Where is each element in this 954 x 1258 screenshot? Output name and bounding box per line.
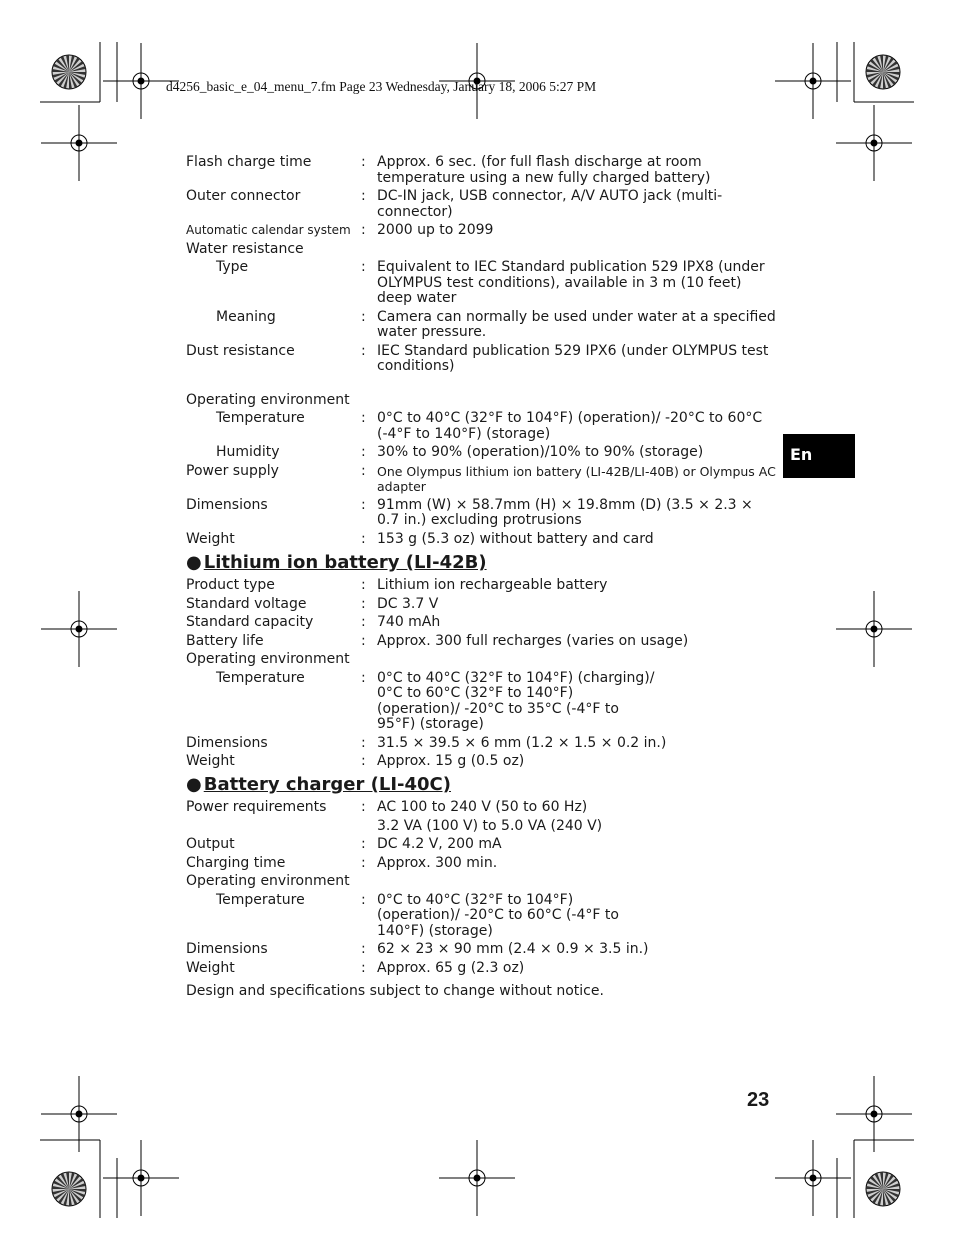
crosshair-mark [41, 1076, 117, 1152]
spec-label: Power supply [186, 462, 279, 479]
language-tab: En [783, 434, 855, 478]
crosshair-mark [439, 1140, 515, 1216]
spec-label: Temperature [216, 410, 305, 426]
spec-row: Flash charge time : Approx. 6 sec. (for full flash discharge at room temperature using a new fully charged battery) [186, 155, 776, 186]
spec-row [186, 242, 776, 258]
spec-value: 30% to 90% (operation)/10% to 90% (storage) [377, 444, 704, 460]
spec-row: Weight : Approx. 65 g (2.3 oz) [186, 961, 776, 977]
spec-row: Meaning : Camera can normally be used under water at a specified water pressure. [186, 310, 776, 341]
spec-label [186, 819, 361, 835]
spec-row: Power supply : One Olympus lithium ion battery (LI-42B/LI-40B) or Olympus AC adapter [186, 462, 776, 494]
spec-value: 3.2 VA (100 V) to 5.0 VA (240 V) [377, 817, 603, 834]
spec-label: Dust resistance [186, 342, 295, 359]
spec-value: One Olympus lithium ion battery (LI-42B/LI-40B) or Olympus AC adapter [377, 463, 776, 494]
spec-row: Power requirements : AC 100 to 240 V (50 to 60 Hz) [186, 800, 776, 816]
spec-label: Meaning [216, 308, 276, 325]
spec-row [186, 393, 776, 409]
bullet-icon: ● [186, 774, 202, 795]
spec-value: DC-IN jack, USB connector, A/V AUTO jack (multi-connector) [377, 188, 723, 220]
spec-value: Approx. 65 g (2.3 oz) [377, 959, 525, 976]
spec-label: Temperature [216, 891, 305, 908]
spec-label: Dimensions [186, 496, 268, 513]
spec-value: DC 4.2 V, 200 mA [377, 836, 502, 852]
spec-row: Dimensions : 31.5 × 39.5 × 6 mm (1.2 × 1.5 × 0.2 in.) [186, 736, 776, 752]
spec-row: Standard voltage : DC 3.7 V [186, 597, 776, 613]
crosshair-mark [103, 1140, 179, 1216]
spec-value: AC 100 to 240 V (50 to 60 Hz) [377, 799, 588, 815]
section-heading-text: Lithium ion battery (LI-42B) [203, 552, 487, 573]
spec-row [186, 819, 776, 835]
spec-row: Output : DC 4.2 V, 200 mA [186, 837, 776, 853]
spec-row: Charging time : Approx. 300 min. [186, 856, 776, 872]
crosshair-mark [775, 43, 851, 119]
section-heading-battery [186, 552, 487, 573]
spec-label: Operating environment [186, 873, 350, 889]
spec-row [186, 874, 776, 890]
spec-label: Standard voltage [186, 595, 307, 612]
starburst-mark [52, 1172, 86, 1206]
crosshair-mark [836, 591, 912, 667]
spec-value: Equivalent to IEC Standard publication 529 IPX8 (under OLYMPUS test conditions), available in 3 m (10 feet) deep water [377, 259, 765, 306]
spec-label: Weight [186, 753, 235, 769]
spec-row: Standard capacity : 740 mAh [186, 615, 776, 631]
charger-spec-list [186, 800, 776, 976]
spec-value: 31.5 × 39.5 × 6 mm (1.2 × 1.5 × 0.2 in.) [377, 734, 667, 751]
spec-label: Dimensions [186, 734, 268, 751]
spec-label: Standard capacity [186, 614, 314, 630]
disclaimer-note: Design and specifications subject to change without notice. [186, 983, 604, 999]
spec-label: Automatic calendar system [186, 223, 351, 237]
section-heading-charger [186, 774, 451, 795]
spec-label: Temperature [216, 669, 305, 686]
starburst-mark [866, 55, 900, 89]
spec-label: Product type [186, 577, 275, 593]
spec-label: Operating environment [186, 651, 350, 667]
spec-value: 91mm (W) × 58.7mm (H) × 19.8mm (D) (3.5 × 2.3 × 0.7 in.) excluding protrusions [377, 496, 753, 528]
spec-row [186, 652, 776, 668]
spec-row: Dust resistance : IEC Standard publication 529 IPX6 (under OLYMPUS test conditions) [186, 344, 776, 375]
spec-label: Output [186, 836, 235, 852]
spec-value: 153 g (5.3 oz) without battery and card [377, 530, 654, 547]
spec-label: Battery life [186, 632, 264, 649]
battery-spec-list [186, 578, 776, 770]
page-number: 23 [747, 1089, 770, 1111]
spec-row: Weight : Approx. 15 g (0.5 oz) [186, 754, 776, 770]
spec-row: Weight : 153 g (5.3 oz) without battery and card [186, 532, 776, 548]
spec-value: Approx. 300 min. [377, 854, 498, 871]
spec-row: Outer connector : DC-IN jack, USB connector, A/V AUTO jack (multi-connector) [186, 189, 776, 220]
spec-value: Approx. 6 sec. (for full flash discharge at room temperature using a new fully charged battery) [377, 154, 711, 186]
spec-label: Flash charge time [186, 154, 312, 170]
crosshair-mark [836, 105, 912, 181]
spec-value: 0°C to 40°C (32°F to 104°F) (operation)/ -20°C to 60°C (-4°F to 140°F) (storage) [377, 891, 619, 939]
section-heading-text: Battery charger (LI-40C) [203, 774, 451, 795]
spec-row: Temperature : 0°C to 40°C (32°F to 104°F) (charging)/ 0°C to 60°C (32°F to 140°F) (operation)/ -20°C to 35°C (-4°F to 95°F) (storage) [186, 671, 776, 733]
spec-value: 0°C to 40°C (32°F to 104°F) (operation)/ -20°C to 60°C (-4°F to 140°F) (storage) [377, 410, 763, 442]
spec-value: Lithium ion rechargeable battery [377, 577, 608, 593]
spec-value: 0°C to 40°C (32°F to 104°F) (charging)/ 0°C to 60°C (32°F to 140°F) (operation)/ -20°C to 35°C (-4°F to 95°F) (storage) [377, 669, 655, 732]
spec-value: 2000 up to 2099 [377, 222, 494, 238]
crosshair-mark [41, 591, 117, 667]
bullet-icon: ● [186, 552, 202, 573]
spec-row: Dimensions : 91mm (W) × 58.7mm (H) × 19.8mm (D) (3.5 × 2.3 × 0.7 in.) excluding protrusions [186, 498, 776, 529]
spec-row: Battery life : Approx. 300 full recharges (varies on usage) [186, 634, 776, 650]
file-header: d4256_basic_e_04_menu_7.fm Page 23 Wednesday, January 18, 2006 5:27 PM [166, 79, 597, 94]
spec-label: Power requirements [186, 799, 327, 815]
spec-label: Weight [186, 959, 235, 976]
spec-label: Dimensions [186, 941, 268, 957]
spec-value: 62 × 23 × 90 mm (2.4 × 0.9 × 3.5 in.) [377, 941, 649, 957]
spec-value: IEC Standard publication 529 IPX6 (under OLYMPUS test conditions) [377, 342, 769, 374]
spec-row: Humidity : 30% to 90% (operation)/10% to 90% (storage) [186, 445, 776, 461]
spec-value: Camera can normally be used under water at a specified water pressure. [377, 308, 776, 340]
spec-value: Approx. 300 full recharges (varies on usage) [377, 632, 689, 649]
spec-value: DC 3.7 V [377, 595, 439, 612]
spec-label: Charging time [186, 854, 286, 871]
spec-label: Water resistance [186, 240, 304, 257]
camera-spec-list [186, 155, 776, 547]
spec-label: Type [216, 259, 249, 275]
crosshair-mark [775, 1140, 851, 1216]
spec-label: Weight [186, 530, 235, 547]
spec-row: Dimensions : 62 × 23 × 90 mm (2.4 × 0.9 × 3.5 in.) [186, 942, 776, 958]
crosshair-mark [836, 1076, 912, 1152]
spec-label: Outer connector [186, 188, 301, 204]
spec-row: Type : Equivalent to IEC Standard publication 529 IPX8 (under OLYMPUS test conditions), available in 3 m (10 feet) deep water [186, 260, 776, 307]
spec-row: Temperature : 0°C to 40°C (32°F to 104°F) (operation)/ -20°C to 60°C (-4°F to 140°F) (storage) [186, 411, 776, 442]
starburst-mark [866, 1172, 900, 1206]
spec-row: Temperature : 0°C to 40°C (32°F to 104°F) (operation)/ -20°C to 60°C (-4°F to 140°F) (storage) [186, 893, 776, 940]
starburst-mark [52, 55, 86, 89]
spec-label: Humidity [216, 444, 280, 460]
spec-value: 740 mAh [377, 614, 441, 630]
spec-value: Approx. 15 g (0.5 oz) [377, 753, 525, 769]
spec-label: Operating environment [186, 391, 350, 408]
spec-row: Product type : Lithium ion rechargeable battery [186, 578, 776, 594]
crosshair-mark [41, 105, 117, 181]
spec-row: Automatic calendar system : 2000 up to 2099 [186, 223, 776, 239]
